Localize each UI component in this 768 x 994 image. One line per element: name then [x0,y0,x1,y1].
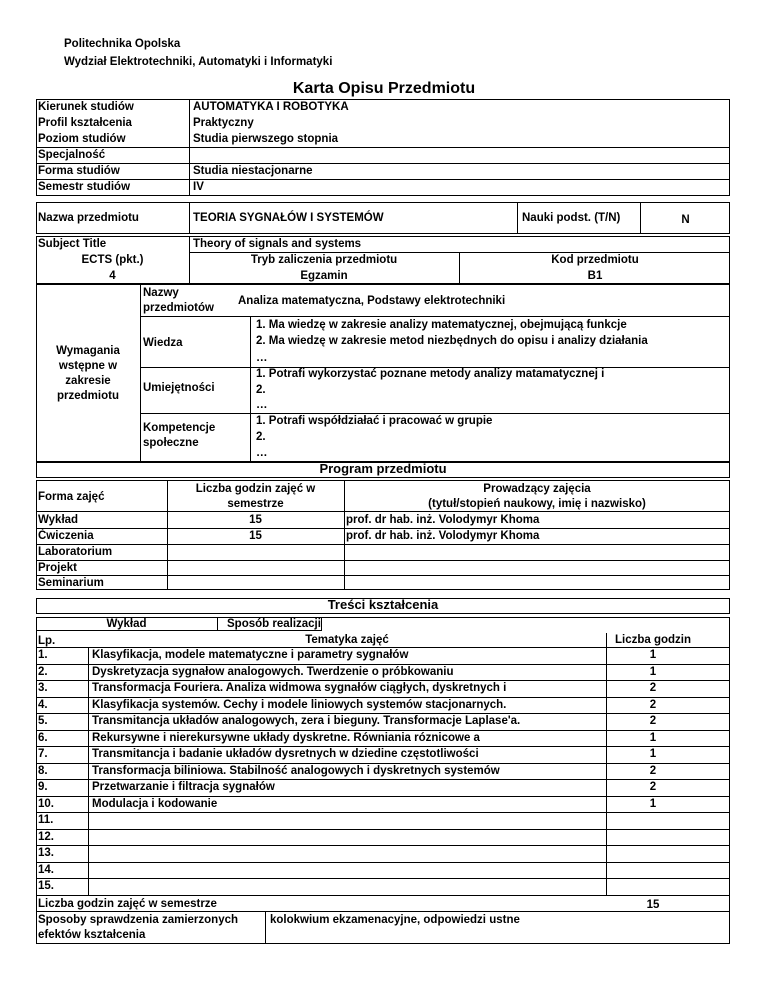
verification-label: Sposoby sprawdzenia zamierzonych [38,914,239,926]
social-item: 1. Potrafi współdziałać i pracować w grupie [256,415,493,427]
topic-hours: 1 [649,798,657,810]
skills-item: 2. [256,384,266,396]
skills-item: … [256,399,268,411]
course-code-value: B1 [587,270,603,282]
requirements-label: Wymagania [56,345,120,357]
form-cell: Wykład [38,514,79,526]
teacher-cell: prof. dr hab. inż. Volodymyr Khoma [346,514,540,526]
topic-text: Klasyfikacja, modele matematyczne i parametry sygnałów [92,649,409,661]
topic-number: 3. [38,682,48,694]
exam-mode-label: Tryb zaliczenia przedmiotu [250,254,398,266]
social-competences-label: społeczne [143,437,199,449]
field-label: Forma studiów [38,165,120,177]
social-item: 2. [256,431,266,443]
hours-header: Liczba godzin zajęć w [195,483,316,495]
field-label: Semestr studiów [38,181,131,193]
topic-number: 13. [38,847,54,859]
verification-label: efektów kształcenia [38,929,146,941]
total-hours-value: 15 [646,899,660,911]
requirements-label: zakresie [65,375,111,387]
topic-hours-header: Liczba godzin [614,634,692,646]
topic-hours: 1 [649,666,657,678]
hours-cell: 15 [249,530,262,542]
subject-name-value: TEORIA SYGNAŁÓW I SYSTEMÓW [193,212,384,224]
topic-number: 10. [38,798,54,810]
form-header: Forma zajęć [38,491,105,503]
basic-science-label: Nauki podst. (T/N) [522,212,621,224]
topic-number: 2. [38,666,48,678]
prereq-subjects-label: Nazwy [143,287,179,299]
prereq-subjects-label: przedmiotów [143,302,214,314]
prereq-subjects-value: Analiza matematyczna, Podstawy elektrotechniki [238,295,506,307]
topic-number: 7. [38,748,48,760]
program-title: Program przedmiotu [319,461,447,476]
topic-hours: 2 [649,682,657,694]
topic-text: Transmitancja i badanie układów dysretnych w dziedine częstotliwości [92,748,479,760]
skills-item: 1. Potrafi wykorzystać poznane metody analizy matamatycznej i [256,368,605,380]
course-code-label: Kod przedmiotu [551,254,639,266]
knowledge-item: … [256,352,268,364]
document-title: Karta Opisu Przedmiotu [292,80,476,97]
field-value: AUTOMATYKA I ROBOTYKA [193,101,349,113]
field-value: Studia niestacjonarne [193,165,313,177]
form-cell: Laboratorium [38,546,113,558]
topic-number: 6. [38,732,48,744]
topic-text: Przetwarzanie i filtracja sygnałów [92,781,275,793]
social-item: … [256,447,268,459]
subject-title-value: Theory of signals and systems [193,238,362,250]
topic-hours: 1 [649,732,657,744]
topic-hours: 2 [649,781,657,793]
topic-number: 9. [38,781,48,793]
subject-name-label: Nazwa przedmiotu [38,212,139,224]
topic-number: 15. [38,880,54,892]
field-label: Profil kształcenia [38,117,132,129]
topic-text: Transmitancja układów analogowych, zera i bieguny. Transformacje Laplase'a. [92,715,521,727]
field-value: Praktyczny [193,117,254,129]
requirements-label: przedmiotu [57,390,119,402]
teacher-cell: prof. dr hab. inż. Volodymyr Khoma [346,530,540,542]
requirements-label: wstępne w [58,360,118,372]
form-cell: Ćwiczenia [38,530,94,542]
topic-number: 12. [38,831,54,843]
topic-number: 1. [38,649,48,661]
content-type-label: Wykład [106,618,147,630]
knowledge-item: 2. Ma wiedzę w zakresie metod niezbędnych do opisu i analizy działania [256,335,648,347]
field-value: IV [193,181,204,193]
topic-text: Transformacja biliniowa. Stabilność analogowych i dyskretnych systemów [92,765,500,777]
basic-science-value: N [681,214,690,226]
topic-hours: 1 [649,649,657,661]
field-label: Kierunek studiów [38,101,134,113]
teacher-header: (tytuł/stopień naukowy, imię i nazwisko) [428,498,646,510]
form-cell: Projekt [38,562,77,574]
topic-number: 5. [38,715,48,727]
ects-value: 4 [109,270,116,282]
knowledge-item: 1. Ma wiedzę w zakresie analizy matematycznej, obejmującą funkcje [256,319,627,331]
knowledge-label: Wiedza [143,337,183,349]
content-title: Treści kształcenia [327,597,439,612]
faculty-name: Wydział Elektrotechniki, Automatyki i Informatyki [64,56,333,68]
hours-header: semestrze [227,498,284,510]
topic-number: 8. [38,765,48,777]
topic-text: Rekursywne i nierekursywne układy dyskretne. Równiania róznicowe a [92,732,480,744]
field-value: Studia pierwszego stopnia [193,133,339,145]
field-label: Specjalność [38,149,106,161]
form-cell: Seminarium [38,577,104,589]
topic-number: 4. [38,699,48,711]
topic-hours: 2 [649,699,657,711]
topic-text: Modulacja i kodowanie [92,798,218,810]
topic-hours: 2 [649,715,657,727]
topic-header: Tematyka zajęć [305,634,389,646]
social-competences-label: Kompetencje [143,422,216,434]
topic-hours: 2 [649,765,657,777]
teacher-header: Prowadzący zajęcia [483,483,591,495]
topic-text: Dyskretyzacja sygnałow analogowych. Twerdzenie o próbkowaniu [92,666,454,678]
topic-text: Transformacja Fouriera. Analiza widmowa sygnałów ciągłych, dyskretnych i [92,682,507,694]
hours-cell: 15 [249,514,262,526]
skills-label: Umiejętności [143,382,215,394]
subject-title-label: Subject Title [38,238,107,250]
ects-label: ECTS (pkt.) [81,254,144,266]
exam-mode-value: Egzamin [300,270,348,282]
topic-hours: 1 [649,748,657,760]
topic-text: Klasyfikacja systemów. Cechy i modele liniowych systemów stacjonarnych. [92,699,507,711]
lp-header: Lp. [38,635,56,647]
total-hours-label: Liczba godzin zajęć w semestrze [38,898,217,910]
field-label: Poziom studiów [38,133,126,145]
method-label: Sposób realizacji [227,618,321,630]
university-name: Politechnika Opolska [64,38,181,50]
topic-number: 14. [38,864,54,876]
verification-value: kolokwium ekzamenacyjne, odpowiedzi ustne [270,914,520,926]
topic-number: 11. [38,814,54,826]
